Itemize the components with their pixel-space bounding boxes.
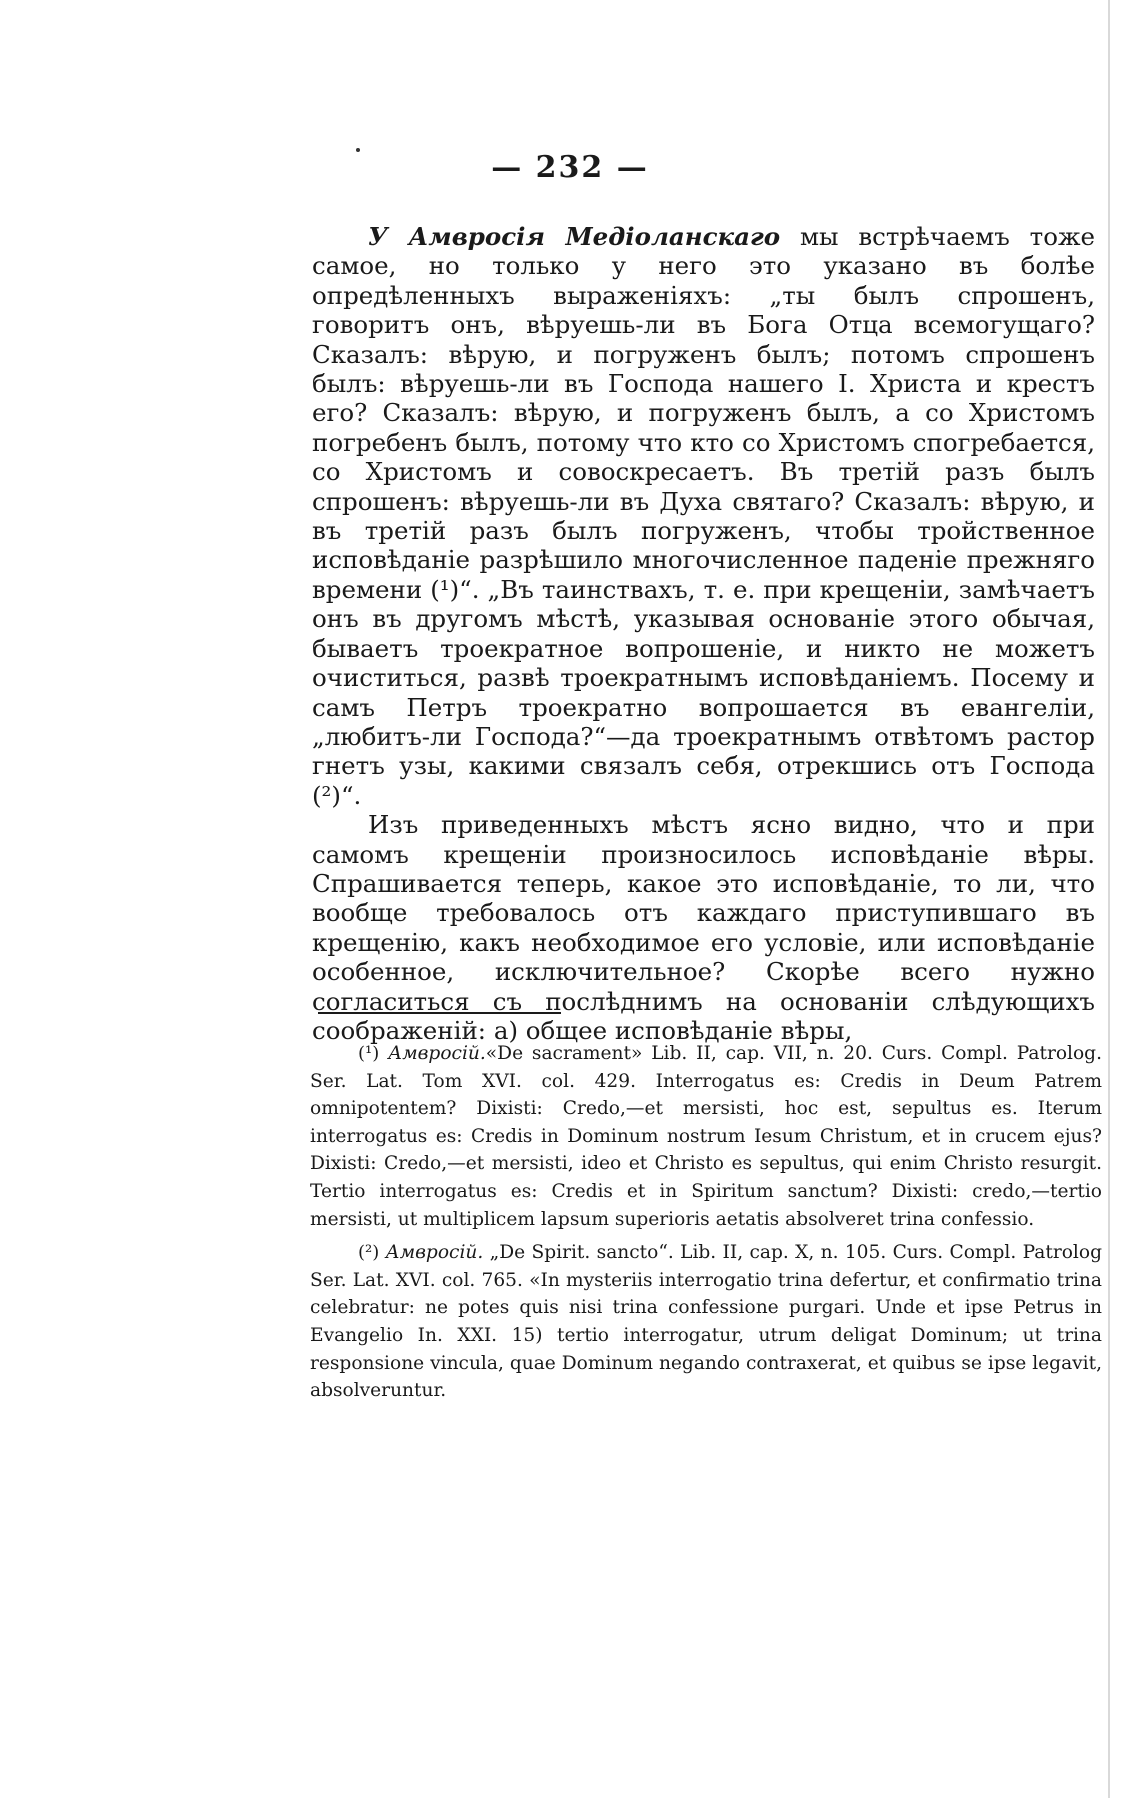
paragraph-1	[312, 222, 1095, 810]
footnote-2-author: Амвросій.	[385, 1242, 484, 1264]
footnote-2-text: „De Spirit. sancto“. Lib. II, cap. X, n. 105. Curs. Compl. Patrolog Ser. Lat. XVI. col. 765. «In mysteriis interrogatio trina defertur, et confirmatio trina celebratur: ne potes quis nisi trina confessione purgari. Unde et ipse Petrus in Evangelio In. XXI. 15) tertio interrogatur, utrum deligat Dominum; ut trina responsione vincula, quae Dominum negando contraxerat, et quibus se ipse legavit, absolveruntur.	[310, 1242, 1102, 1402]
paragraph-1-text: мы встрѣчаемъ тоже самое, но только у него это указано въ болѣе опредѣленныхъ выраженіяхъ: „ты былъ спрошенъ, говоритъ онъ, вѣруешь-ли въ Бога Отца всемогущаго? Сказалъ: вѣрую, и погруженъ былъ; потомъ спрошенъ былъ: вѣруешь-ли въ Господа нашего І. Христа и крестъ его? Сказалъ: вѣрую, и погруженъ былъ, а со Христомъ погребенъ былъ, потому что кто со Христомъ спогребается, со Христомъ и совоскреcаетъ. Въ третій разъ былъ спрошенъ: вѣруешь-ли въ Духа святаго? Сказалъ: вѣрую, и въ третій разъ былъ погруженъ, чтобы тройственное исповѣданіе разрѣшило многочисленное паденіе прежняго времени (¹)“. „Въ таинствахъ, т. е. при крещеніи, замѣчаетъ онъ въ другомъ мѣстѣ, указывая основаніе этого обычая, бываетъ троекратное вопрошеніе, и никто не можетъ очиститься, развѣ троекратнымъ исповѣданіемъ. Посему и самъ Петръ троекратно вопрошается въ евангеліи, „любитъ-ли Господа?“—да троекратнымъ отвѣтомъ растор гнетъ узы, какими связалъ себя, отрекшись отъ Господа (²)“.	[312, 222, 1095, 810]
footnote-2-mark: (²)	[358, 1242, 380, 1264]
footnotes	[310, 1040, 1102, 1411]
main-text	[312, 222, 1095, 1045]
footnote-1	[310, 1040, 1102, 1233]
paragraph-1-author: У Амвросія Медіоланскаго	[368, 222, 781, 251]
footnote-divider	[318, 1012, 561, 1014]
footnote-1-mark: (¹)	[358, 1043, 380, 1064]
footnote-2	[310, 1239, 1102, 1405]
page-number: — 232 —	[491, 150, 649, 185]
paragraph-2: Изъ приведенныхъ мѣстъ ясно видно, что и при самомъ крещеніи произносилось исповѣданіе вѣры. Спрашивается теперь, какое это исповѣданіе, то ли, что вообще требовалось отъ каждаго приступившаго въ крещенію, какъ необходимое его условіе, или исповѣданіе особенное, исключительное? Скорѣе всего нужно согласиться съ послѣднимъ на основаніи слѣдующихъ соображеній: а) общее исповѣданіе вѣры,	[312, 810, 1095, 1045]
page-edge-shadow	[1108, 0, 1110, 1798]
footnote-1-author: Амвросій.	[388, 1043, 486, 1064]
footnote-1-text: «De sacrament» Lib. II, cap. VII, n. 20. Curs. Compl. Patrolog. Ser. Lat. Tom XVI. col. 429. Interrogatus es: Credis in Deum Patrem omnipotentem? Dixisti: Credo,—et mersisti, hoc est, sepultus es. Iterum interrogatus es: Credis in Dominum nostrum Iesum Christum, et in crucem ejus? Dixisti: Credo,—et mersisti, ideo et Christo es sepultus, qui enim Christo resurgit. Tertio interrogatus es: Credis et in Spiritum sanctum? Dixisti: credo,—tertio mersisti, ut multiplicem lapsum superioris aetatis absolveret trina confessio.	[310, 1043, 1102, 1230]
